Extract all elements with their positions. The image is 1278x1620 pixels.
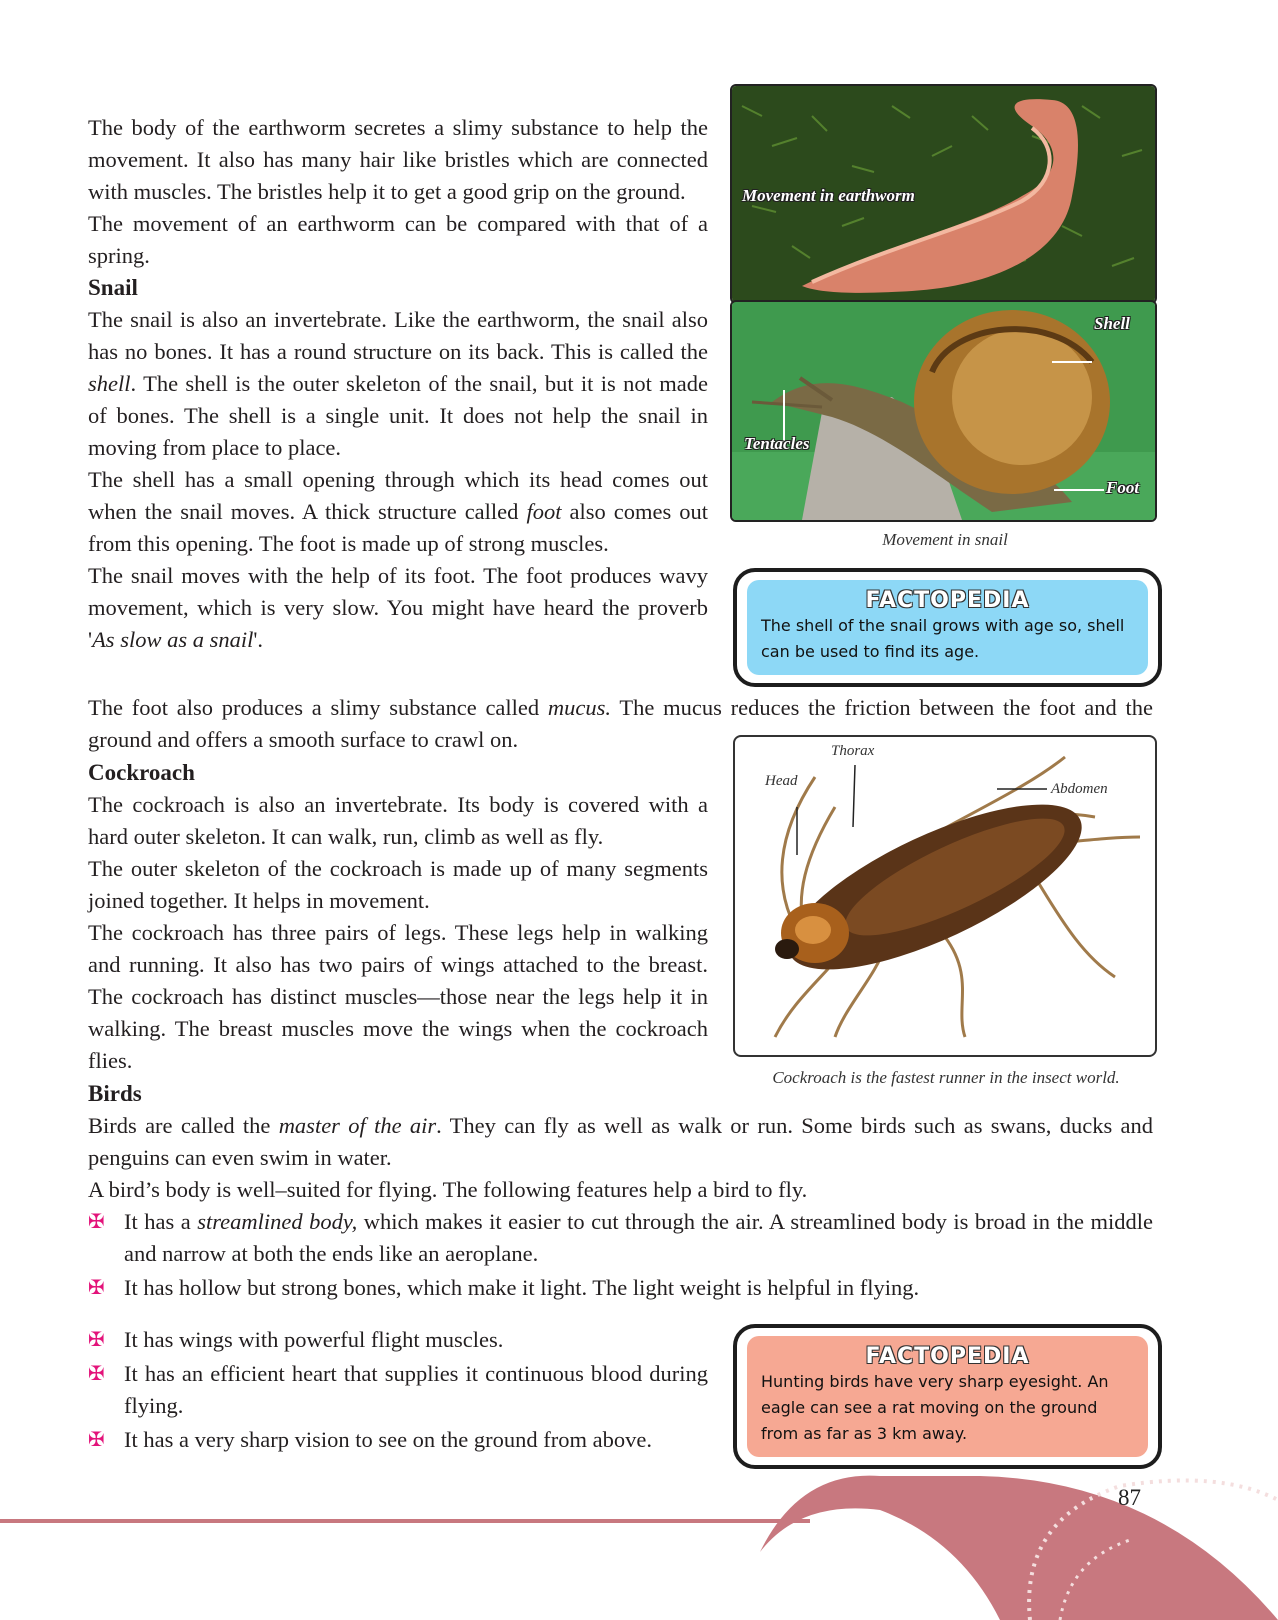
mucus-paragraph: The foot also produces a slimy substance called mucus. The mucus reduces the friction between the foot and the ground and offers a smooth surface to crawl on. <box>88 695 1154 752</box>
bird-features-list <box>88 1206 1153 1304</box>
cockroach-paragraph-3: The cockroach has three pairs of legs. These legs help in walking and running. It also has two pairs of wings attached to the breast. The cockroach has distinct muscles—those near the legs help it in walking. The breast muscles move the wings when the cockroach flies. <box>88 920 708 1073</box>
bullet-icon: ✠ <box>88 1361 105 1385</box>
cockroach-text <box>88 757 708 1077</box>
birds-paragraph-2: A bird’s body is well–suited for flying. The following features help a bird to fly. <box>88 1177 808 1202</box>
cockroach-paragraph-1: The cockroach is also an invertebrate. Its body is covered with a hard outer skeleton. It can walk, run, climb as well as fly. <box>88 792 708 849</box>
list-item: ✠ It has a very sharp vision to see on the ground from above. <box>88 1427 652 1452</box>
bullet-icon: ✠ <box>88 1209 105 1233</box>
birds-text <box>88 1078 1153 1306</box>
factopedia-1-panel <box>747 580 1148 675</box>
earthworm-paragraph-2: The movement of an earthworm can be compared with that of a spring. <box>88 211 708 268</box>
earthworm-label: Movement in earthworm <box>742 186 915 205</box>
tentacles-label: Tentacles <box>744 434 810 453</box>
factopedia-2-text: Hunting birds have very sharp eyesight. An eagle can see a rat moving on the ground from as far as 3 km away. <box>761 1372 1109 1443</box>
snail-paragraph-3: The snail moves with the help of its foot. The foot produces wavy movement, which is very slow. You might have heard the proverb 'As slow as a snail'. <box>88 563 708 652</box>
thorax-label: Thorax <box>831 743 875 759</box>
shell-label: Shell <box>1094 314 1130 333</box>
abdomen-label: Abdomen <box>1051 781 1108 797</box>
page-number: 87 <box>1118 1485 1141 1510</box>
foot-label: Foot <box>1106 478 1140 497</box>
factopedia-2-panel <box>747 1336 1148 1457</box>
factopedia-2-title: FACTOPEDIA <box>865 1344 1030 1369</box>
factopedia-box-2 <box>733 1324 1162 1469</box>
list-item: ✠ It has wings with powerful flight muscles. <box>88 1327 504 1352</box>
bullet-icon: ✠ <box>88 1327 105 1351</box>
snail-photo <box>730 300 1157 522</box>
snail-illustration <box>732 302 1155 520</box>
snail-heading: Snail <box>88 275 138 300</box>
bullet-icon: ✠ <box>88 1275 105 1299</box>
cockroach-caption: Cockroach is the fastest runner in the insect world. <box>772 1068 1120 1087</box>
bullet-icon: ✠ <box>88 1427 105 1451</box>
list-item: ✠ It has hollow but strong bones, which make it light. The light weight is helpful in flying. <box>88 1275 920 1300</box>
earthworm-snail-text <box>88 112 708 656</box>
earthworm-photo <box>730 84 1157 304</box>
factopedia-box-1 <box>733 568 1162 687</box>
factopedia-1-text: The shell of the snail grows with age so, shell can be used to find its age. <box>761 616 1125 661</box>
factopedia-1-title: FACTOPEDIA <box>865 588 1030 613</box>
cockroach-diagram <box>733 735 1157 1057</box>
snail-caption: Movement in snail <box>882 530 1008 549</box>
list-item: ✠ It has a streamlined body, which makes it easier to cut through the air. A streamlined body is broad in the middle and narrow at both the ends like an aeroplane. <box>88 1209 1153 1266</box>
birds-heading: Birds <box>88 1081 142 1106</box>
snail-paragraph-2: The shell has a small opening through which its head comes out when the snail moves. A thick structure called foot also comes out from this opening. The foot is made up of strong muscles. <box>88 467 708 556</box>
birds-paragraph-1: Birds are called the master of the air. They can fly as well as walk or run. Some birds such as swans, ducks and penguins can even swim in water. <box>88 1113 1153 1170</box>
snail-paragraph-1: The snail is also an invertebrate. Like the earthworm, the snail also has no bones. It has a round structure on its back. This is called the shell. The shell is the outer skeleton of the snail, but it is not made of bones. The shell is a single unit. It does not help the snail in moving from place to place. <box>88 307 708 460</box>
birds-list-continued <box>88 1324 708 1458</box>
earthworm-paragraph-1: The body of the earthworm secretes a slimy substance to help the movement. It also has many hair like bristles which are connected with muscles. The bristles help it to get a good grip on the ground. <box>88 115 708 204</box>
cockroach-paragraph-2: The outer skeleton of the cockroach is made up of many segments joined together. It helps in movement. <box>88 856 708 913</box>
cockroach-heading: Cockroach <box>88 760 195 785</box>
list-item: ✠ It has an efficient heart that supplies it continuous blood during flying. <box>88 1361 708 1418</box>
head-label: Head <box>765 773 798 789</box>
